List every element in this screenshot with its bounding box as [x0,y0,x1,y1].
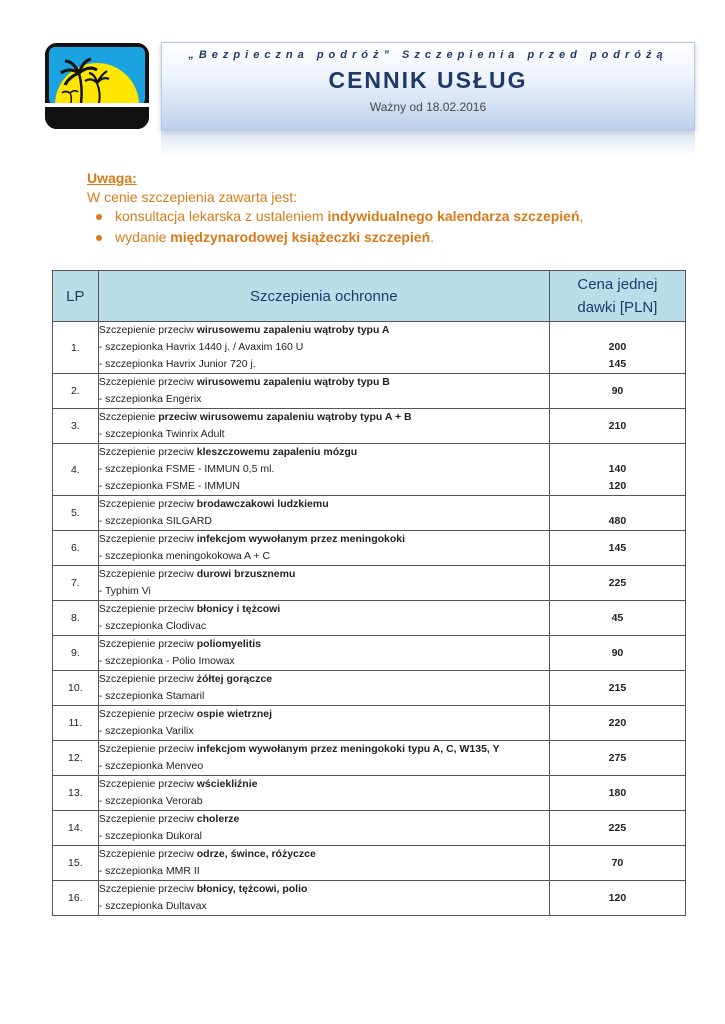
price-cell [549,322,685,374]
vaccine-line [99,601,549,618]
vaccine-line [99,741,549,758]
palm-sunset-logo [45,43,149,129]
note-item-text: wydanie [115,229,171,245]
table-row [53,776,686,811]
vaccine-name: infekcjom wywołanym przez meningokoki [196,533,406,545]
row-number: 2. [53,374,99,409]
vaccine-line [99,409,549,426]
header-reflection [161,130,695,156]
price-cell [549,531,685,566]
row-number: 5. [53,496,99,531]
slogan: „Bezpieczna podróż” Szczepienia przed podróżą [188,49,668,61]
vaccine-name: ospie wietrznej [196,708,273,720]
vaccine-line [99,444,549,461]
vaccine-prefix: Szczepienie przeciw [98,813,197,825]
vaccine-line [99,706,549,723]
row-number: 15. [53,846,99,881]
vaccine-name: infekcjom wywołanym przez meningokoki typu A, C, W135, Y [196,743,500,755]
table-row [53,496,686,531]
row-number: 14. [53,811,99,846]
vaccine-product: - szczepionka SILGARD [98,515,212,527]
price-value: 220 [608,716,627,729]
vaccine-description [98,671,549,706]
price-cell [549,409,685,444]
vaccine-description [98,741,549,776]
table-body [53,322,686,916]
row-number: 9. [53,636,99,671]
price-value: 225 [608,576,627,589]
table-row [53,601,686,636]
vaccine-description [98,811,549,846]
vaccine-product: - szczepionka Varilix [98,725,194,737]
vaccine-line [99,776,549,793]
vaccine-prefix: Szczepienie przeciw [98,568,197,580]
vaccine-name: błonicy i tężcowi [196,603,281,615]
price-value [550,444,685,461]
note-item-bold: międzynarodowej książeczki szczepień [170,229,431,245]
vaccine-product: - szczepionka Dukoral [98,830,203,842]
vaccine-description [98,444,549,496]
header-desc: Szczepienia ochronne [98,271,549,322]
price-cell [549,776,685,811]
vaccine-product: - szczepionka FSME - IMMUN 0,5 ml. [98,463,275,475]
note-item-bold: indywidualnego kalendarza szczepień [327,208,580,224]
vaccine-line [99,566,549,583]
vaccine-product: - szczepionka Menveo [98,760,204,772]
vaccine-product: - Typhim Vi [98,585,151,597]
row-number: 12. [53,741,99,776]
bullet-icon [96,214,102,220]
vaccine-product: - szczepionka meningokokowa A + C [98,550,271,562]
price-cell [549,741,685,776]
vaccine-name: wirusowemu zapaleniu wątroby typu A [196,324,390,336]
header-price: Cena jednej dawki [PLN] [549,271,685,322]
vaccine-product: - szczepionka FSME - IMMUN [98,480,240,492]
vaccine-prefix: Szczepienie przeciw [98,533,197,545]
vaccine-description [98,496,549,531]
vaccine-description [98,846,549,881]
vaccine-prefix: Szczepienie przeciw [98,324,197,336]
price-value: 45 [611,611,624,624]
vaccine-name: durowi brzusznemu [196,568,296,580]
vaccine-name: przeciw wirusowemu zapaleniu wątroby typu A + B [158,411,412,423]
vaccine-description [98,374,549,409]
price-value: 145 [608,358,627,370]
table-row [53,636,686,671]
header-banner [161,42,695,130]
price-cell [549,566,685,601]
table-row [53,811,686,846]
row-number: 11. [53,706,99,741]
price-cell [549,444,685,496]
vaccine-line [99,531,549,548]
price-value: 70 [611,856,624,869]
vaccine-description [98,322,549,374]
note-item [87,229,707,245]
table-row [53,531,686,566]
price-value [550,496,685,513]
price-value: 145 [608,541,627,554]
price-cell [549,846,685,881]
vaccine-line [99,881,549,898]
vaccine-product: - szczepionka - Polio Imowax [98,655,235,667]
vaccine-description [98,531,549,566]
note-list [87,208,707,245]
note-item-text: konsultacja lekarska z ustaleniem [115,208,328,224]
vaccine-name: wirusowemu zapaleniu wątroby typu B [196,376,390,388]
price-value: 180 [608,786,627,799]
price-value: 140 [608,463,627,475]
price-value: 215 [608,681,627,694]
price-value: 480 [608,515,627,527]
vaccine-product: - szczepionka Twinrix Adult [98,428,225,440]
note-item-punct: . [430,229,435,245]
vaccine-description [98,706,549,741]
vaccine-prefix: Szczepienie przeciw [98,883,197,895]
vaccine-description [98,881,549,916]
table-row [53,706,686,741]
row-number: 7. [53,566,99,601]
note-label: Uwaga: [87,170,137,186]
row-number: 6. [53,531,99,566]
row-number: 1. [53,322,99,374]
price-value: 275 [608,751,627,764]
vaccine-line [99,671,549,688]
vaccine-product: - szczepionka MMR II [98,865,200,877]
note-intro: W cenie szczepienia zawarta jest: [87,189,298,205]
bullet-icon [96,235,102,241]
page-title: CENNIK USŁUG [328,67,528,93]
table-row [53,881,686,916]
vaccine-prefix: Szczepienie przeciw [98,498,197,510]
price-cell [549,636,685,671]
note-section [87,170,707,250]
row-number: 3. [53,409,99,444]
note-item-punct: , [579,208,584,224]
vaccine-product: - szczepionka Clodivac [98,620,207,632]
vaccine-product: - szczepionka Verorab [98,795,203,807]
vaccine-name: brodawczakowi ludzkiemu [196,498,329,510]
row-number: 16. [53,881,99,916]
vaccine-product: - szczepionka Stamaril [98,690,205,702]
price-cell [549,374,685,409]
vaccine-line [99,811,549,828]
vaccine-product: - szczepionka Havrix 1440 j. / Avaxim 160 U [98,341,304,353]
vaccine-line [99,496,549,513]
vaccine-description [98,409,549,444]
vaccine-description [98,636,549,671]
vaccine-prefix: Szczepienie przeciw [98,848,197,860]
price-cell [549,881,685,916]
vaccine-product: - szczepionka Havrix Junior 720 j. [98,358,256,370]
price-cell [549,496,685,531]
price-value: 225 [608,821,627,834]
palm-sunset-icon [45,43,149,129]
table-header-row [53,271,686,322]
valid-from: Ważny od 18.02.2016 [369,100,487,114]
price-value: 120 [608,891,627,904]
price-cell [549,811,685,846]
table-row [53,671,686,706]
vaccine-name: wściekliźnie [196,778,258,790]
vaccine-name: odrze, śwince, różyczce [196,848,316,860]
vaccine-product: - szczepionka Engerix [98,393,202,405]
vaccine-description [98,601,549,636]
table-row [53,846,686,881]
price-value: 200 [608,341,627,353]
row-number: 10. [53,671,99,706]
vaccine-line [99,374,549,391]
table-row [53,409,686,444]
vaccine-name: cholerze [196,813,240,825]
note-item [87,208,707,224]
price-table [52,270,686,916]
row-number: 4. [53,444,99,496]
vaccine-prefix: Szczepienie przeciw [98,376,197,388]
price-value [550,322,685,339]
price-value: 90 [611,384,624,397]
table-row [53,741,686,776]
vaccine-line [99,636,549,653]
row-number: 8. [53,601,99,636]
vaccine-prefix: Szczepienie przeciw [98,446,197,458]
vaccine-line [99,322,549,339]
vaccine-prefix: Szczepienie przeciw [98,673,197,685]
price-value: 120 [608,480,627,492]
vaccine-prefix: Szczepienie przeciw [98,778,197,790]
vaccine-description [98,776,549,811]
vaccine-description [98,566,549,601]
vaccine-prefix: Szczepienie przeciw [98,743,197,755]
vaccine-product: - szczepionka Dultavax [98,900,207,912]
table-row [53,566,686,601]
vaccine-prefix: Szczepienie przeciw [98,708,197,720]
table-row [53,444,686,496]
table-row [53,322,686,374]
vaccine-prefix: Szczepienie przeciw [98,603,197,615]
row-number: 13. [53,776,99,811]
vaccine-name: błonicy, tężcowi, polio [196,883,308,895]
vaccine-line [99,846,549,863]
vaccine-name: żółtej gorączce [196,673,273,685]
vaccine-name: poliomyelitis [196,638,261,650]
price-value: 90 [611,646,624,659]
price-value: 210 [608,419,627,432]
header-lp: LP [53,271,99,322]
vaccine-prefix: Szczepienie przeciw [98,638,197,650]
table-row [53,374,686,409]
price-cell [549,601,685,636]
vaccine-name: kleszczowemu zapaleniu mózgu [196,446,358,458]
price-cell [549,671,685,706]
vaccine-prefix: Szczepienie [98,411,159,423]
price-cell [549,706,685,741]
